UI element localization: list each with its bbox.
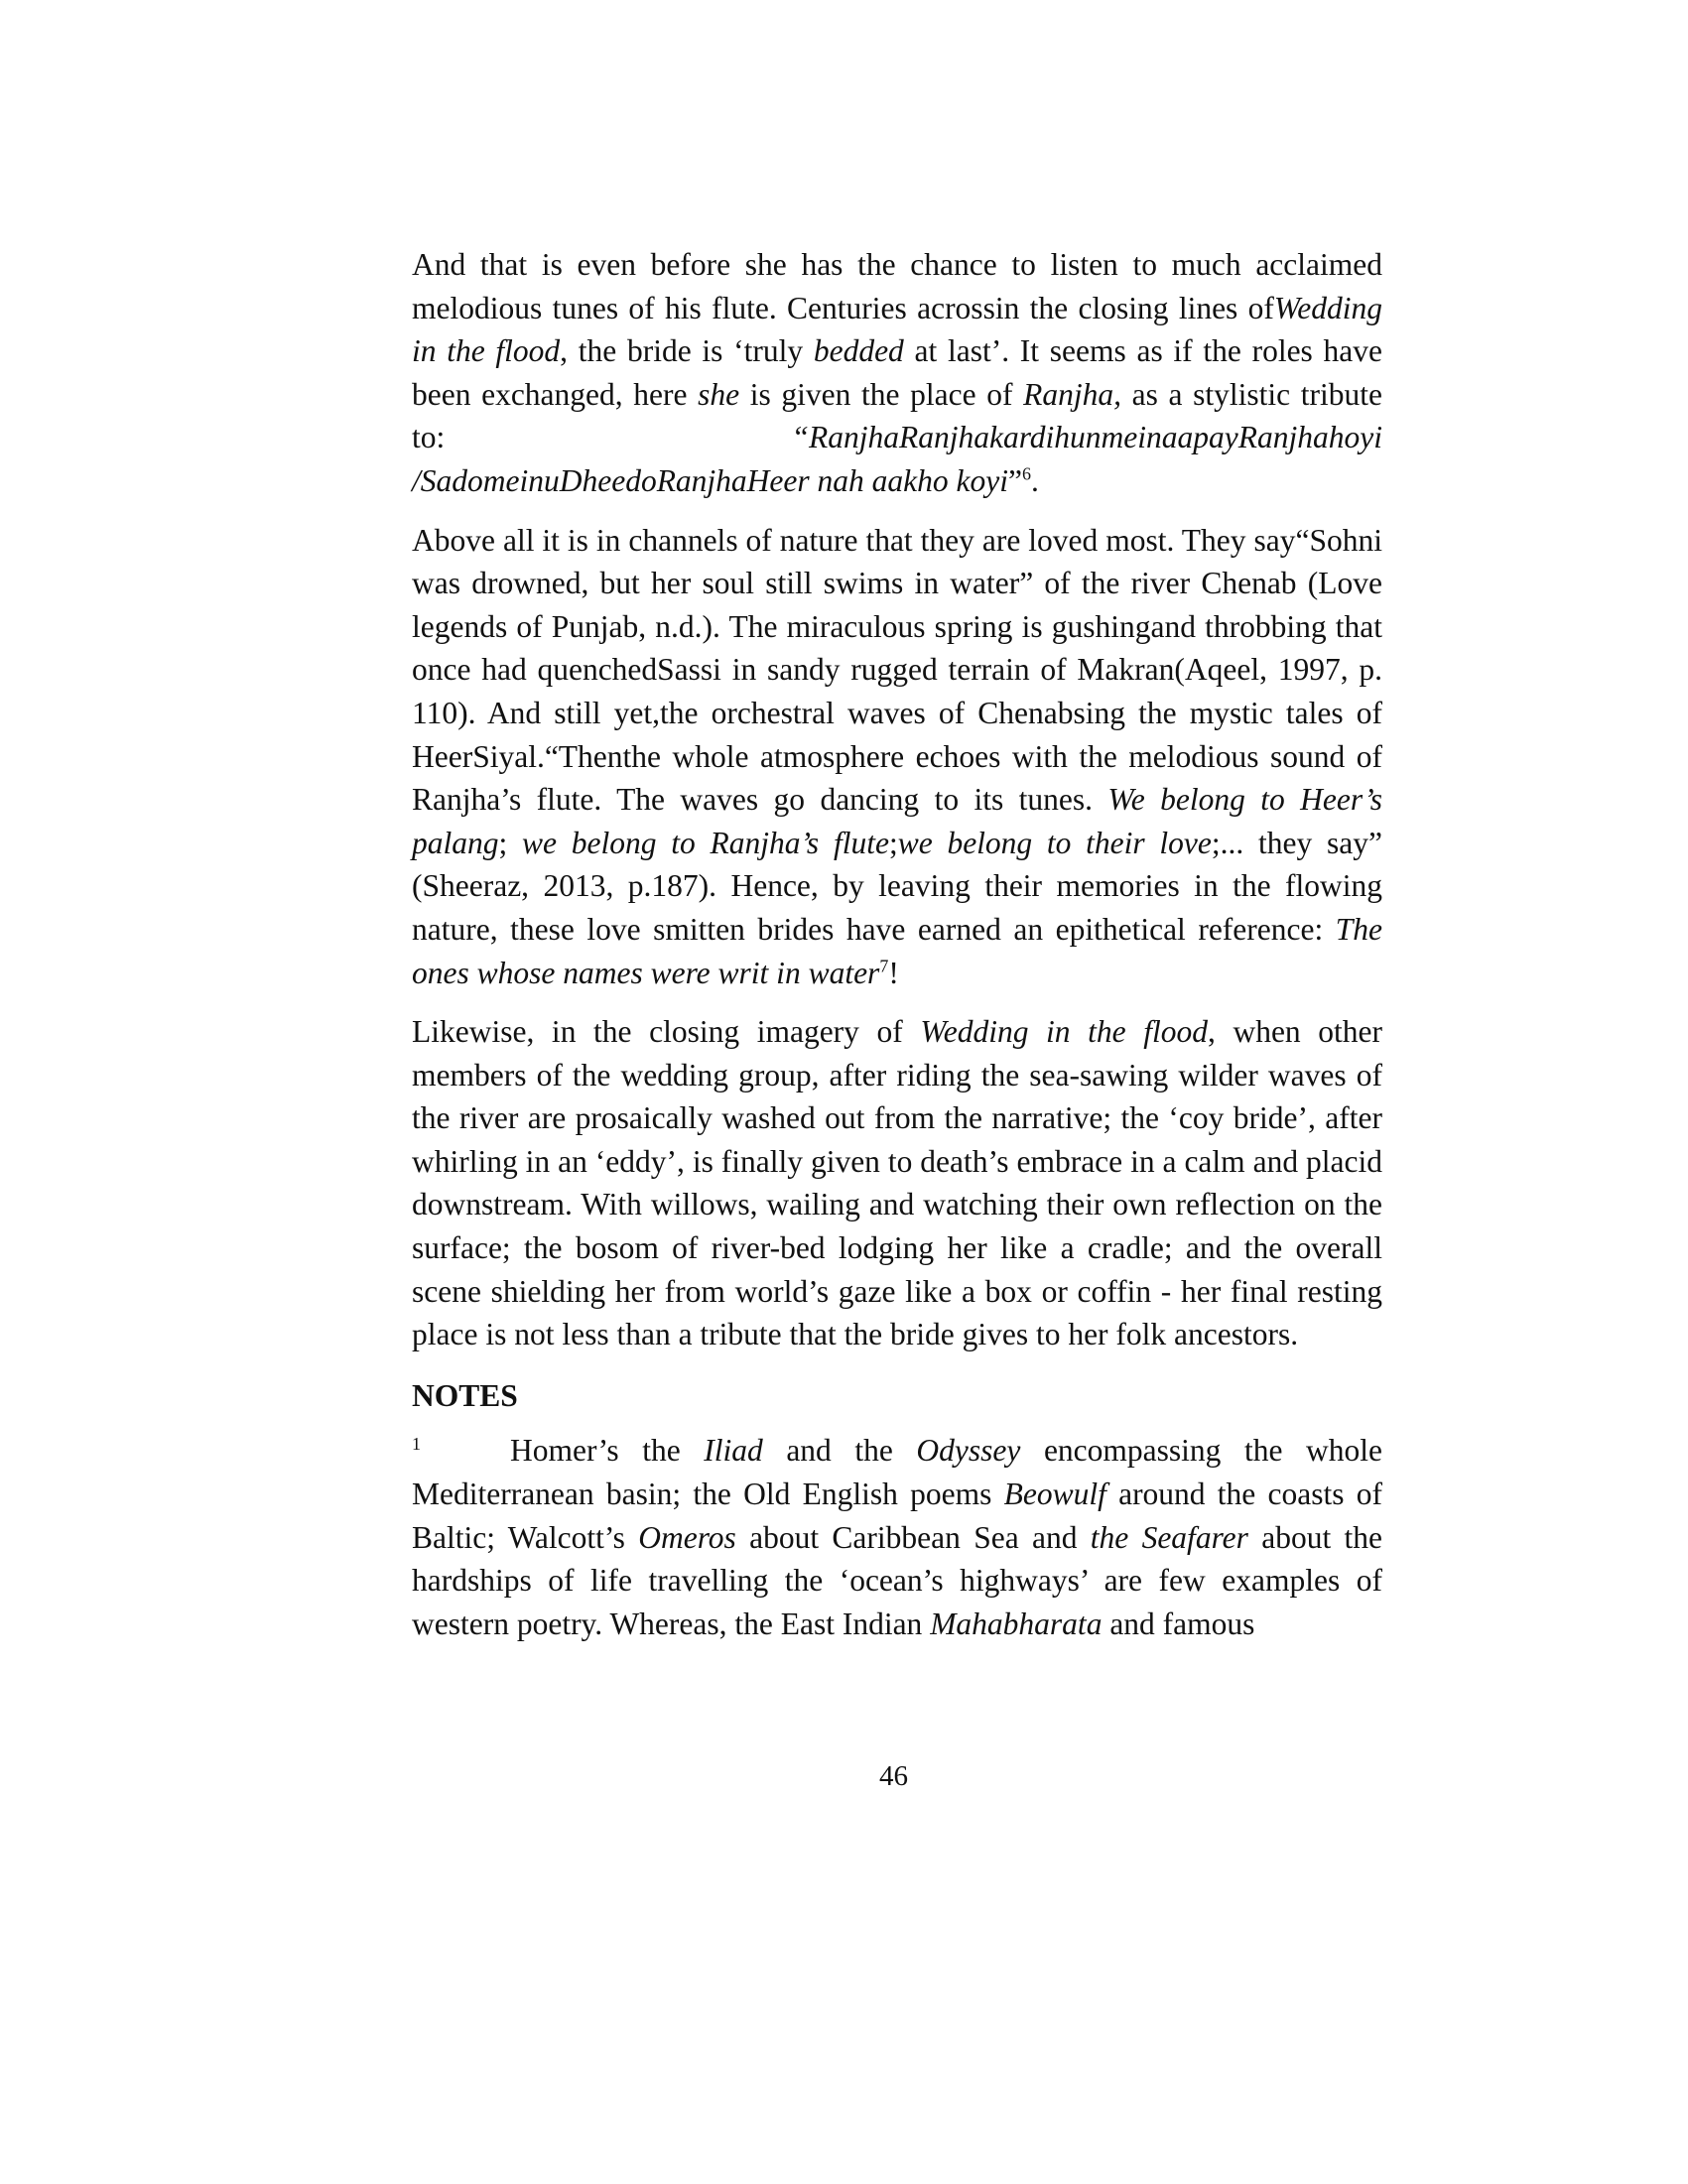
italic-text: Odyssey	[916, 1433, 1021, 1469]
page-body	[412, 243, 1382, 1645]
text-run: at last’. It seems as if the roles have been exchanged, here	[412, 333, 1382, 412]
text-run: encompassing the whole Mediterranean basin; the Old English poems	[412, 1433, 1383, 1512]
note-text	[412, 1433, 1382, 1640]
italic-text: Ranjha,	[1023, 376, 1121, 412]
paragraph	[412, 1010, 1382, 1356]
italic-text: “RanjhaRanjhakardihunmeinaapayRanjhahoyi /SadomeinuDheedoRanjhaHeer nah aakho koyi	[412, 420, 1382, 498]
italic-text: the Seafarer	[1090, 1519, 1248, 1555]
italic-text: The ones whose names were writ in water	[412, 911, 1382, 990]
italic-text: Iliad	[704, 1433, 763, 1469]
text-run: about the hardships of life travelling the ‘ocean’s highways’ are few examples of western poetry. Whereas, the East Indian	[412, 1519, 1383, 1641]
italic-text: we belong to their love	[897, 825, 1212, 860]
italic-text: Mahabharata	[930, 1606, 1103, 1641]
page-number: 46	[879, 1760, 908, 1792]
text-run: around the coasts of Baltic; Walcott’s	[412, 1477, 1382, 1555]
text-run: !	[888, 955, 899, 990]
text-run: as a stylistic tribute to:	[412, 376, 1382, 455]
text-run: and the	[762, 1433, 917, 1469]
text-run: And that is even before she has the chance to listen to much acclaimed melodious tunes of his flute. Centuries acrossin the closing lines of	[412, 247, 1382, 325]
text-run: about Caribbean Sea and	[735, 1519, 1091, 1555]
text-run: ”	[1007, 462, 1022, 498]
note-item: 1 Homer’s the Iliad and the Odyssey encompassing the whole Mediterranean basin; the Old English poems Beowulf around the coasts of Baltic; Walcott’s Omeros about Caribbean Sea and the Seafarer about the hardships of life travelling the ‘ocean’s highways’ are few examples of western poetry. Whereas, the East Indian Mahabharata and famous	[412, 1433, 1383, 1641]
italic-text: bedded	[813, 333, 904, 369]
text-run: Likewise, in the closing imagery of	[412, 1014, 921, 1050]
text-run: is given the place of	[739, 376, 1024, 412]
notes-heading: NOTES	[412, 1377, 518, 1413]
text-run: and famous	[1102, 1606, 1255, 1641]
footnote-marker: 7	[879, 956, 889, 975]
text-run: Homer’s the	[510, 1433, 705, 1469]
text-run: ;	[498, 825, 523, 860]
footnote-marker: 6	[1021, 463, 1031, 484]
text-run: Above all it is in channels of nature that they are loved most. They say“Sohni was drowned, but her soul still swims in water” of the river Chenab (Love legends of Punjab, n.d.). The miraculous spring is gushingand throbbing that once had quenchedSassi in sandy rugged terrain of Makran(Aqeel, 1997, p. 110). And still yet,the orchestral waves of Chenabsing the mystic tales of HeerSiyal.“Thenthe whole atmosphere echoes with the melodious sound of Ranjha’s flute. The waves go dancing to its tunes.	[412, 522, 1382, 818]
italic-text: Wedding in the flood	[920, 1014, 1208, 1050]
italic-text: she	[698, 376, 740, 412]
italic-text: Wedding in the flood	[412, 290, 1382, 369]
italic-text: We belong to Heer’s palang	[412, 782, 1382, 860]
text-run: ;	[888, 825, 898, 860]
italic-text: Beowulf	[1003, 1477, 1106, 1512]
text-run: ;... they say” (Sheeraz, 2013, p.187). Hence, by leaving their memories in the flowing nature, these love smitten brides have earned an epithetical reference:	[412, 825, 1382, 947]
italic-text: we belong to Ranjha’s flute	[522, 825, 889, 860]
paragraph	[412, 519, 1382, 995]
italic-text: Omeros	[638, 1519, 736, 1555]
paragraph	[412, 243, 1382, 503]
text-run: , the bride is ‘truly	[560, 333, 814, 369]
text-run: , when other members of the wedding group, after riding the sea-sawing wilder waves of the river are prosaically washed out from the narrative; the ‘coy bride’, after whirling in an ‘eddy’, is finally given to death’s embrace in a calm and placid downstream. With willows, wailing and watching their own reflection on the surface; the bosom of river-bed lodging her like a cradle; and the overall scene shielding her from world’s gaze like a box or coffin - her final resting place is not less than a tribute that the bride gives to her folk ancestors.	[412, 1014, 1383, 1352]
text-run: .	[1030, 462, 1039, 498]
